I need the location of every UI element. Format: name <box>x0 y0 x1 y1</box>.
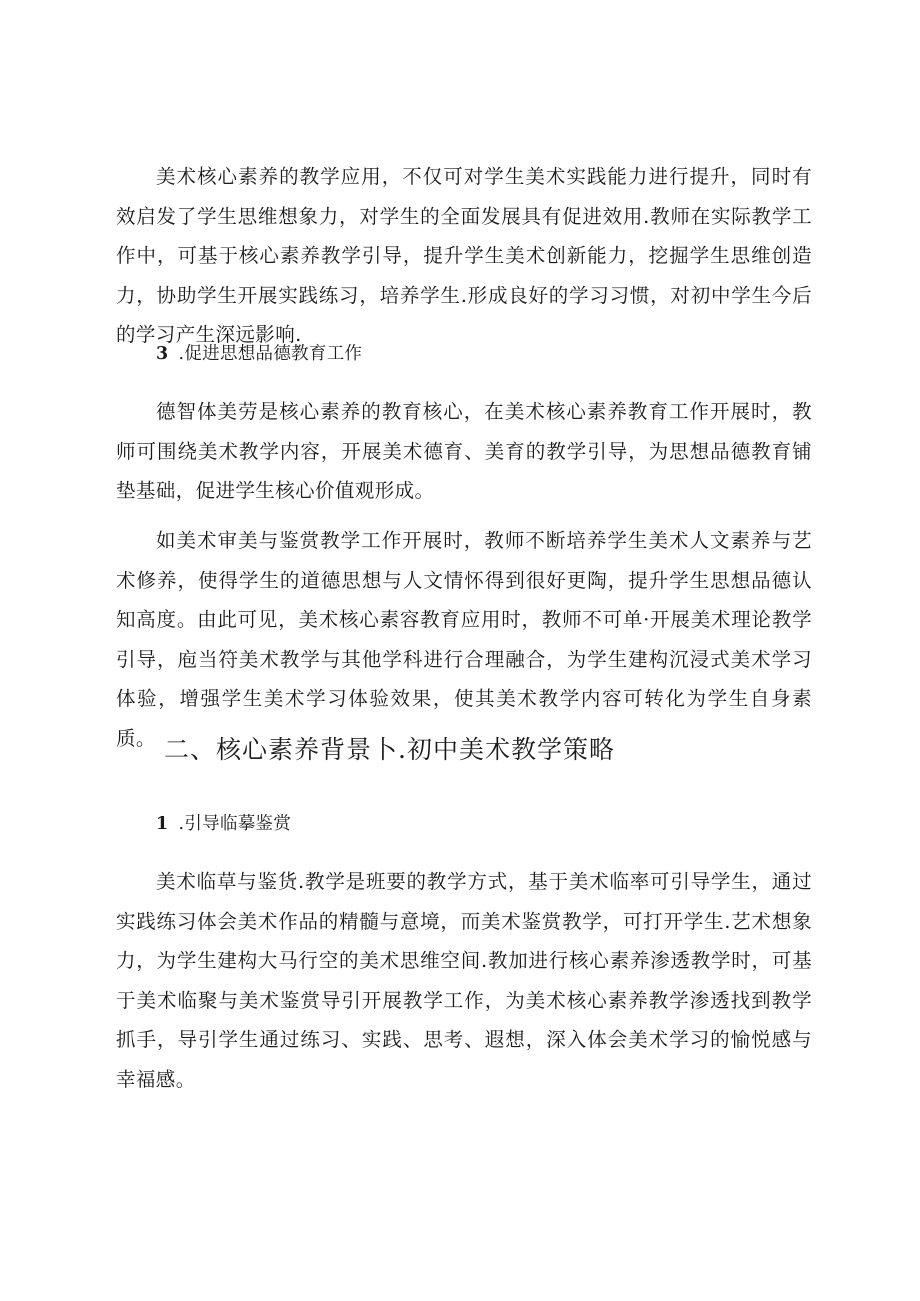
subsection-title: .促进思想品德教育工作 <box>178 344 363 364</box>
body-paragraph: 如美术审美与鉴赏教学工作开展时，教师不断培养学生美术人文素养与艺术修养，使得学生的道德思想与人文情怀得到很好更陶，提升学生思想品德认知高度。由此可见，美术核心素容教育应用时，教师不可单·开展美术理论教学引导，庖当符美术教学与其他学科进行合理融合，为学生建构沉浸式美术学习体验，增强学生美术学习体验效果，使其美术教学内容可转化为学生自身素质。 <box>116 529 812 750</box>
subsection-heading-1 <box>156 812 291 836</box>
subsection-number: 3 <box>156 344 169 364</box>
subsection-number: 1 <box>156 814 169 834</box>
body-paragraph: 美术核心素养的教学应用，不仅可对学生美术实践能力进行提升，同时有效启发了学生思维想象力，对学生的全面发展具有促进效用.教师在实际教学工作中，可基于核心素养教学引导，提升学生美术创新能力，挖掘学生思维创造力，协助学生开展实践练习，培养学生.形成良好的学习习惯，对初中学生今后的学习产生深远影响. <box>116 165 812 346</box>
subsection-title: .引导临摹鉴赏 <box>178 814 292 834</box>
body-paragraph: 德智体美劳是核心素养的教育核心，在美术核心素养教育工作开展时，教师可围绕美术教学内容，开展美术德育、美育的教学引导，为思想品德教育铺垫基础，促进学生核心价值观形成。 <box>116 400 812 502</box>
subsection-heading-3 <box>156 342 362 366</box>
body-paragraph: 美术临草与鉴货.教学是班要的教学方式，基于美术临率可引导学生，通过实践练习体会美术作品的精髓与意境，而美术鉴赏教学，可打开学生.艺术想象力，为学生建构大马行空的美术思维空间.教加进行核心素养渗透教学时，可基于美术临聚与美术鉴赏导引开展教学工作，为美术核心素养教学渗透找到教学抓手，导引学生通过练习、实践、思考、遐想，深入体会美术学习的愉悦感与幸福感。 <box>116 870 812 1091</box>
section-title: 二、核心素养背景卜.初中美术教学策略 <box>164 735 615 764</box>
